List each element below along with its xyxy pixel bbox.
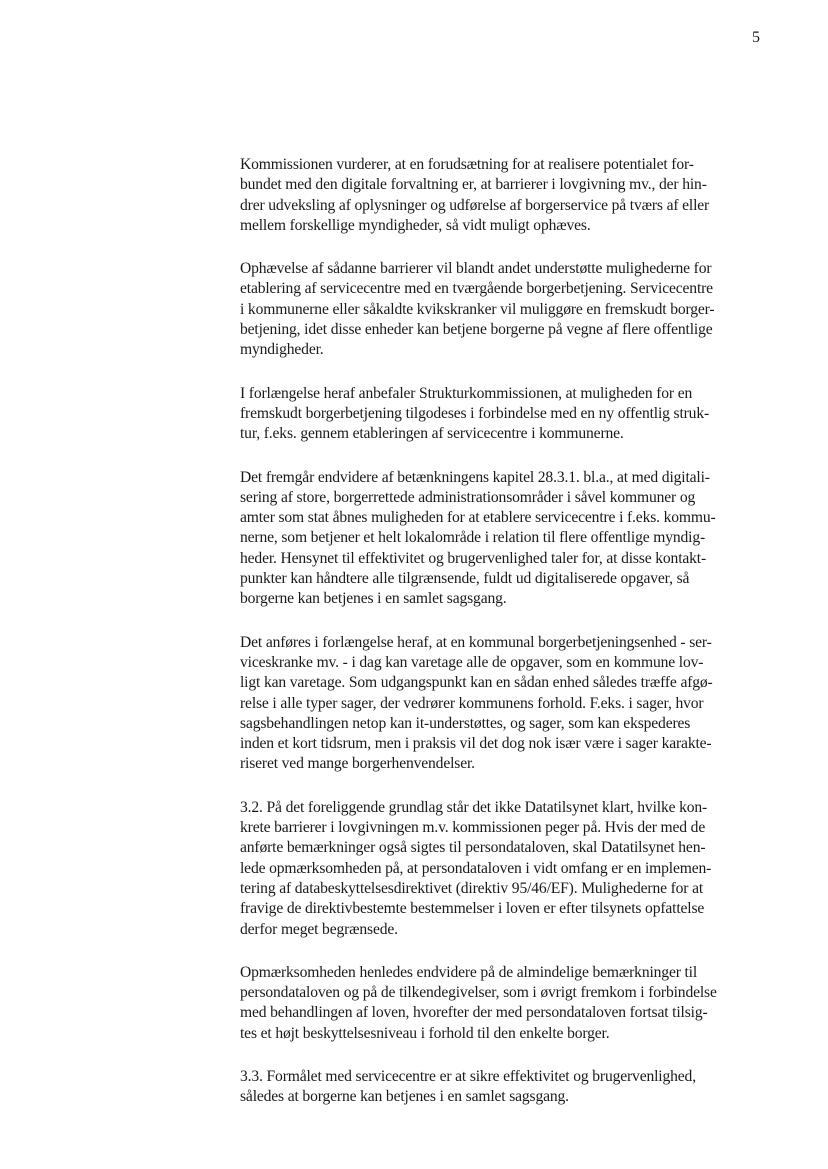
text-line: Opmærksomheden henledes endvidere på de almindelige bemærkninger til: [240, 963, 698, 981]
paragraph-5: [240, 633, 760, 775]
text-line: heder. Hensynet til effektivitet og brugervenlighed taler for, at disse kontakt-: [240, 549, 707, 567]
text-line: bundet med den digitale forvaltning er, at barrierer i lovgivning mv., der hin-: [240, 176, 707, 194]
text-line: fravige de direktivbestemte bestemmelser i loven er efter tilsynets opfattelse: [240, 900, 705, 918]
text-line: betjening, idet disse enheder kan betjene borgerne på vegne af flere offentlige: [240, 321, 713, 339]
paragraph-6: [240, 798, 760, 940]
text-line: 3.2. På det foreliggende grundlag står det ikke Datatilsynet klart, hvilke kon-: [240, 798, 708, 816]
text-line: derfor meget begrænsede.: [240, 920, 398, 938]
text-line: i kommunerne eller såkaldte kvikskranker vil muliggøre en fremskudt borger-: [240, 300, 715, 318]
text-line: anførte bemærkninger også sigtes til persondataloven, skal Datatilsynet hen-: [240, 839, 706, 857]
text-line: I forlængelse heraf anbefaler Strukturkommissionen, at muligheden for en: [240, 384, 693, 402]
paragraph-7: [240, 963, 760, 1044]
paragraph-3: [240, 384, 760, 445]
paragraph-2: [240, 259, 760, 360]
text-line: sagsbehandlingen netop kan it-understøttes, og sager, som kan ekspederes: [240, 714, 691, 732]
text-line: med behandlingen af loven, hvorefter der med persondataloven fortsat tilsig-: [240, 1004, 708, 1022]
text-line: mellem forskellige myndigheder, så vidt muligt ophæves.: [240, 216, 591, 234]
text-line: amter som stat åbnes muligheden for at etablere servicecentre i f.eks. kommu-: [240, 509, 716, 527]
text-line: nerne, som betjener et helt lokalområde i relation til flere offentlige myndig-: [240, 529, 706, 547]
text-line: myndigheder.: [240, 341, 324, 359]
paragraph-8: [240, 1067, 760, 1108]
text-line: borgerne kan betjenes i en samlet sagsgang.: [240, 590, 507, 608]
text-line: inden et kort tidsrum, men i praksis vil det dog nok især være i sager karakte-: [240, 735, 712, 753]
text-line: persondataloven og på de tilkendegivelser, som i øvrigt fremkom i forbindelse: [240, 984, 717, 1002]
text-line: tering af databeskyttelsesdirektivet (direktiv 95/46/EF). Mulighederne for at: [240, 879, 704, 897]
text-line: således at borgerne kan betjenes i en samlet sagsgang.: [240, 1088, 569, 1106]
body-text: [240, 155, 760, 1131]
text-line: tes et højt beskyttelsesniveau i forhold til den enkelte borger.: [240, 1024, 610, 1042]
text-line: drer udveksling af oplysninger og udførelse af borgerservice på tværs af eller: [240, 196, 710, 214]
text-line: sering af store, borgerrettede administrationsområder i såvel kommuner og: [240, 488, 696, 506]
text-line: viceskranke mv. - i dag kan varetage alle de opgaver, som en kommune lov-: [240, 653, 704, 671]
text-line: 3.3. Formålet med servicecentre er at sikre effektivitet og brugervenlighed,: [240, 1067, 696, 1085]
text-line: Det fremgår endvidere af betænkningens kapitel 28.3.1. bl.a., at med digitali-: [240, 468, 710, 486]
paragraph-1: [240, 155, 760, 236]
text-line: lede opmærksomheden på, at persondataloven i vidt omfang er en implemen-: [240, 859, 712, 877]
text-line: tur, f.eks. gennem etableringen af servicecentre i kommunerne.: [240, 425, 624, 443]
text-line: krete barrierer i lovgivningen m.v. kommissionen peger på. Hvis der med de: [240, 819, 706, 837]
text-line: etablering af servicecentre med en tværgående borgerbetjening. Servicecentre: [240, 280, 713, 298]
text-line: fremskudt borgerbetjening tilgodeses i forbindelse med en ny offentlig struk-: [240, 404, 710, 422]
page-number: 5: [752, 29, 760, 46]
text-line: relse i alle typer sager, der vedrører kommunens forhold. F.eks. i sager, hvor: [240, 694, 704, 712]
text-line: ligt kan varetage. Som udgangspunkt kan en sådan enhed således træffe afgø-: [240, 674, 713, 692]
text-line: Det anføres i forlængelse heraf, at en kommunal borgerbetjeningsenhed - ser-: [240, 633, 712, 651]
text-line: riseret ved mange borgerhenvendelser.: [240, 755, 475, 773]
text-line: punkter kan håndtere alle tilgrænsende, fuldt ud digitaliserede opgaver, så: [240, 570, 690, 588]
text-line: Ophævelse af sådanne barrierer vil blandt andet understøtte mulighederne for: [240, 260, 712, 278]
text-line: Kommissionen vurderer, at en forudsætning for at realisere potentialet for-: [240, 156, 694, 173]
paragraph-4: [240, 468, 760, 610]
